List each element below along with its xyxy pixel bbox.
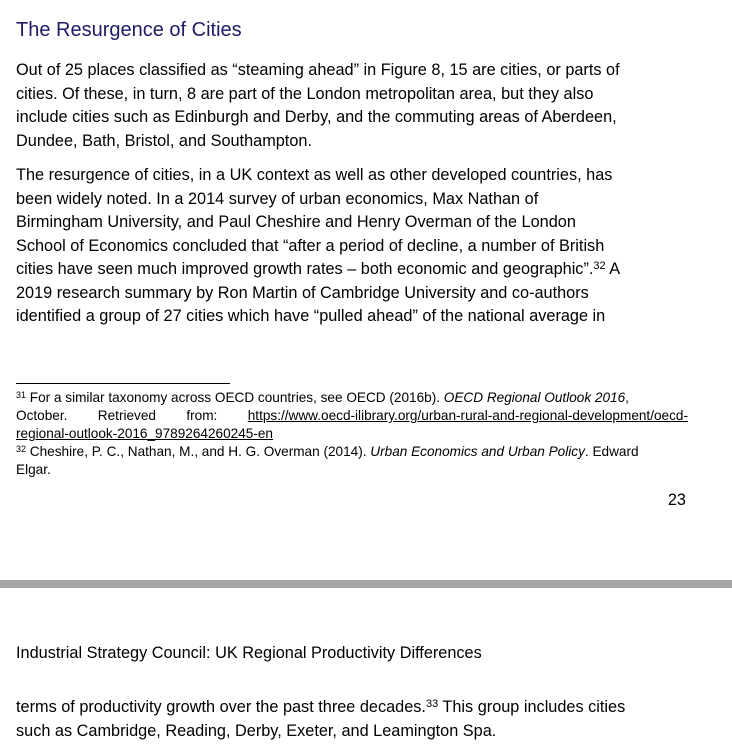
footnote-title: Urban Economics and Urban Policy [370,444,585,459]
paragraph-steaming-ahead [16,59,706,153]
text-line [16,258,706,282]
footnote-title: OECD Regional Outlook 2016 [443,390,626,405]
text-fragment: This group includes cities [438,698,626,716]
text-line: School of Economics concluded that “after a period of decline, a number of British [16,236,605,255]
footnote-ref-32[interactable]: 32 [593,260,606,272]
text-line: The resurgence of cities, in a UK context as well as other developed countries, has [16,166,613,184]
footnote-text: October. Retrieved from: [16,408,248,423]
footnote-separator [16,383,230,384]
text-line: include cities such as Edinburgh and Derby, and the commuting areas of Aberdeen, [16,108,617,126]
text-line: Out of 25 places classified as “steaming ahead” in Figure 8, 15 are cities, or parts of [16,61,620,79]
footnote-line [16,425,688,443]
paragraph-resurgence [16,164,706,329]
document-page-24 [0,588,732,750]
footnotes [16,389,688,479]
footnote-text: Cheshire, P. C., Nathan, M., and H. G. Overman (2014). [26,444,371,459]
text-line [16,696,706,720]
text-fragment: terms of productivity growth over the past three decades. [16,698,426,716]
footnote-number: 31 [16,390,27,400]
footnote-line [16,443,688,461]
text-line: 2019 research summary by Ron Martin of Cambridge University and co-authors [16,283,589,302]
footnote-ref-33[interactable]: 33 [425,698,439,710]
footnote-line: Elgar. [16,462,51,477]
footnote-text: . Edward [584,444,639,459]
text-line: been widely noted. In a 2014 survey of urban economics, Max Nathan of [16,189,539,208]
footnote-text: For a similar taxonomy across OECD countries, see OECD (2016b). [26,390,444,405]
text-line: cities. Of these, in turn, 8 are part of the London metropolitan area, but they also [16,84,594,103]
footnote-link-continued[interactable]: regional-outlook-2016_9789264260245-en [16,426,273,441]
footnote-line [16,389,688,407]
text-fragment: cities have seen much improved growth rates – both economic and geographic”. [16,260,594,278]
paragraph-productivity-growth [16,696,706,743]
page-number: 23 [667,491,686,509]
footnote-link[interactable]: https://www.oecd-ilibrary.org/urban-rural-and-regional-development/oecd- [247,408,688,423]
footnote-31 [16,389,688,443]
footnote-32 [16,443,688,479]
footnote-text: , [625,390,629,405]
text-line: Birmingham University, and Paul Cheshire and Henry Overman of the London [16,213,576,231]
page-separator [0,580,732,588]
section-heading: The Resurgence of Cities [16,19,242,41]
footnote-line [16,407,688,425]
text-fragment: A [605,260,621,278]
text-line: Dundee, Bath, Bristol, and Southampton. [16,131,312,150]
running-header: Industrial Strategy Council: UK Regional Productivity Differences [16,644,482,662]
text-line: identified a group of 27 cities which have “pulled ahead” of the national average in [16,307,606,325]
text-line: such as Cambridge, Reading, Derby, Exeter, and Leamington Spa. [16,721,497,740]
footnote-number: 32 [16,444,27,454]
